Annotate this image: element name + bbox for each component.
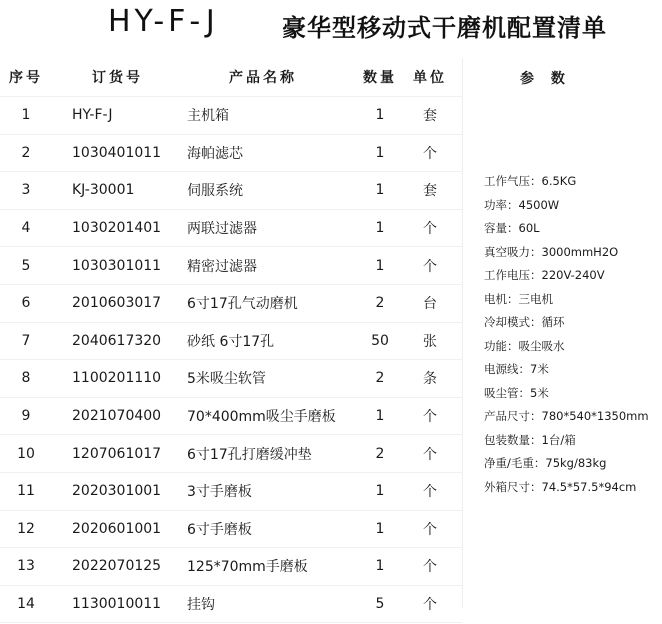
model-code: HY-F-J (108, 4, 219, 39)
row-index: 12 (17, 520, 35, 537)
row-index: 4 (21, 220, 31, 237)
table-row (0, 97, 462, 135)
table-header (0, 58, 462, 97)
table-row (0, 548, 462, 586)
row-unit: 个 (423, 559, 437, 576)
table-row (0, 511, 462, 549)
row-qty: 2 (375, 295, 385, 312)
row-index: 9 (21, 408, 31, 425)
title-row (0, 0, 662, 52)
row-unit: 台 (423, 296, 437, 313)
row-unit: 条 (423, 371, 437, 388)
row-code: 1030401011 (72, 144, 162, 161)
row-name: 砂纸 6寸17孔 (187, 333, 275, 350)
header-qty: 数量 (363, 70, 397, 86)
row-name: 5米吸尘软管 (187, 371, 266, 388)
row-code: 2020301001 (72, 483, 162, 500)
table-row (0, 210, 462, 248)
row-index: 14 (17, 596, 35, 613)
row-qty: 2 (375, 445, 385, 462)
row-name: 精密过滤器 (187, 258, 257, 275)
row-qty: 1 (375, 182, 385, 199)
row-index: 1 (21, 107, 31, 124)
row-unit: 个 (423, 484, 437, 501)
row-qty: 1 (375, 220, 385, 237)
row-qty: 1 (375, 144, 385, 161)
row-qty: 1 (375, 483, 385, 500)
table-row (0, 398, 462, 436)
row-index: 7 (21, 332, 31, 349)
row-qty: 1 (375, 520, 385, 537)
row-unit: 个 (423, 446, 437, 463)
row-unit: 个 (423, 145, 437, 162)
table-row (0, 360, 462, 398)
row-qty: 1 (375, 558, 385, 575)
row-index: 5 (21, 257, 31, 274)
row-index: 13 (17, 558, 35, 575)
row-unit: 套 (423, 183, 437, 200)
params-divider (462, 58, 463, 608)
row-name: 伺服系统 (187, 183, 243, 200)
table-row (0, 473, 462, 511)
row-code: HY-F-J (72, 107, 113, 124)
param-item: 电机：三电机 (484, 291, 553, 306)
row-code: 2022070125 (72, 558, 162, 575)
header-unit: 单位 (413, 70, 447, 86)
row-qty: 2 (375, 370, 385, 387)
row-code: KJ-30001 (72, 182, 135, 199)
row-qty: 1 (375, 257, 385, 274)
params-list (484, 170, 649, 499)
param-item: 功能：吸尘吸水 (484, 338, 565, 353)
config-table (0, 58, 462, 623)
row-code: 1030201401 (72, 220, 162, 237)
table-row (0, 135, 462, 173)
row-code: 2010603017 (72, 295, 162, 312)
row-unit: 个 (423, 221, 437, 238)
table-row (0, 172, 462, 210)
row-index: 8 (21, 370, 31, 387)
row-qty: 1 (375, 107, 385, 124)
row-code: 2021070400 (72, 408, 162, 425)
row-name: 125*70mm手磨板 (187, 559, 308, 576)
param-item: 包装数量：1台/箱 (484, 432, 576, 447)
param-item: 电源线：7米 (484, 362, 549, 376)
row-name: 70*400mm吸尘手磨板 (187, 409, 336, 426)
row-index: 11 (17, 483, 35, 500)
row-unit: 套 (423, 108, 437, 125)
document-title: 豪华型移动式干磨机配置清单 (282, 14, 607, 42)
table-row (0, 285, 462, 323)
row-code: 1030301011 (72, 257, 162, 274)
header-code: 订货号 (92, 70, 143, 86)
row-name: 两联过滤器 (187, 221, 257, 238)
param-item: 工作电压：220V-240V (484, 268, 605, 282)
param-item: 冷却模式：循环 (484, 315, 565, 329)
row-unit: 张 (423, 333, 437, 350)
table-body (0, 97, 462, 623)
row-name: 挂钩 (187, 597, 215, 614)
param-item: 吸尘管：5米 (484, 385, 549, 400)
row-unit: 个 (423, 597, 437, 614)
row-unit: 个 (423, 409, 437, 426)
row-index: 6 (21, 295, 31, 312)
table-row (0, 586, 462, 624)
param-item: 真空吸力：3000mmH2O (484, 244, 619, 259)
row-name: 6寸17孔气动磨机 (187, 296, 298, 313)
row-qty: 5 (375, 596, 385, 613)
row-qty: 50 (371, 332, 389, 349)
row-code: 1207061017 (72, 445, 162, 462)
row-code: 2020601001 (72, 520, 162, 537)
param-item: 工作气压：6.5KG (484, 174, 577, 188)
row-name: 6寸手磨板 (187, 521, 252, 538)
param-item: 外箱尺寸：74.5*57.5*94cm (484, 479, 637, 494)
row-name: 主机箱 (187, 108, 229, 125)
table-row (0, 435, 462, 473)
table-row (0, 323, 462, 361)
row-index: 10 (17, 445, 35, 462)
table-row (0, 247, 462, 285)
param-item: 产品尺寸：780*540*1350mm (484, 409, 649, 423)
row-index: 3 (21, 182, 31, 199)
param-item: 功率：4500W (484, 197, 560, 212)
row-index: 2 (21, 144, 31, 161)
row-code: 2040617320 (72, 332, 162, 349)
row-name: 海帕滤芯 (187, 145, 243, 162)
param-item: 净重/毛重：75kg/83kg (484, 456, 607, 470)
row-qty: 1 (375, 408, 385, 425)
row-unit: 个 (423, 258, 437, 275)
row-unit: 个 (423, 521, 437, 538)
row-code: 1100201110 (72, 370, 162, 387)
row-name: 6寸17孔打磨缓冲垫 (187, 446, 312, 463)
header-index: 序号 (9, 70, 43, 86)
header-params: 参 数 (520, 71, 571, 87)
row-code: 1130010011 (72, 596, 162, 613)
header-name: 产品名称 (229, 70, 297, 86)
param-item: 容量：60L (484, 221, 540, 235)
row-name: 3寸手磨板 (187, 484, 252, 501)
